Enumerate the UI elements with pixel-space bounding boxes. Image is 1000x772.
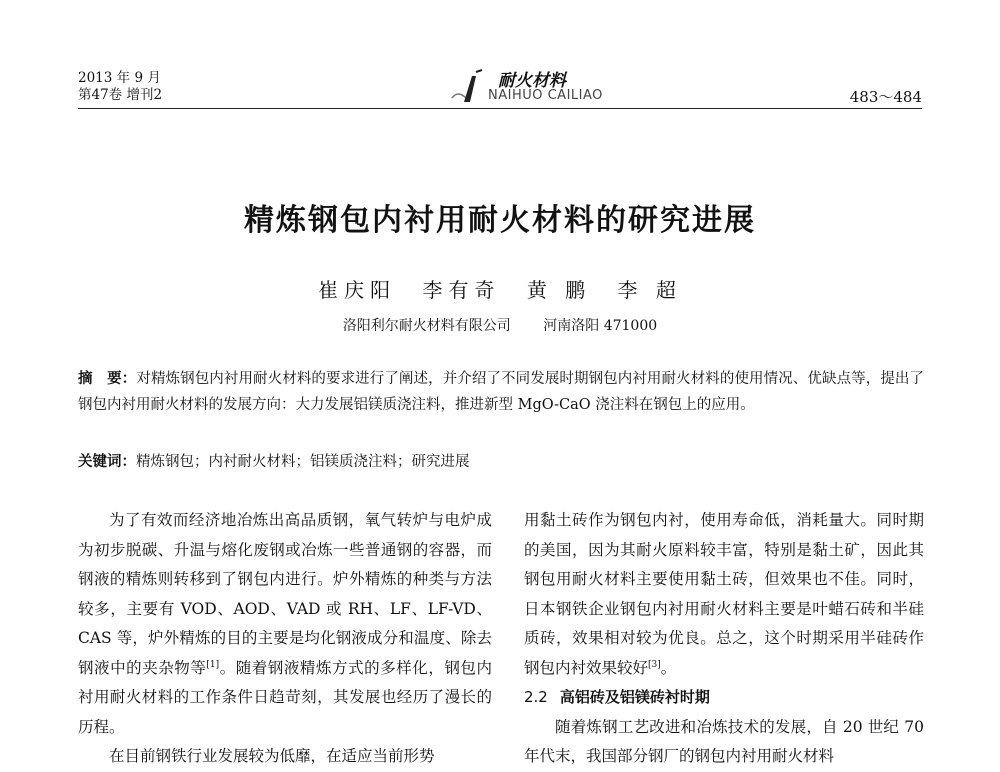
- issue-info: [78, 70, 162, 104]
- paper-title: 精炼钢包内衬用耐火材料的研究进展: [244, 203, 756, 238]
- abstract-label: 摘 要：: [78, 371, 137, 387]
- author: 黄 鹏: [526, 278, 592, 302]
- keywords-label: 关键词：: [78, 454, 136, 470]
- paragraph: 随着炼钢工艺改进和冶炼技术的发展，自 20 世纪 70 年代末，我国部分钢厂的钢包内衬用耐火材料: [524, 717, 924, 765]
- paragraph: [78, 506, 492, 742]
- author: 李有奇: [422, 278, 501, 302]
- issue-volume: 第47卷 增刊2: [78, 87, 163, 103]
- affiliation-location: 河南洛阳 471000: [543, 318, 658, 334]
- affiliation-org: 洛阳利尔耐火材料有限公司: [342, 318, 511, 334]
- abstract-text: 对精炼钢包内衬用耐火材料的要求进行了阐述，并介绍了不同发展时期钢包内衬用耐火材料的使用情况、优缺点等，提出了钢包内衬用耐火材料的发展方向：大力发展铝镁质浇注料，推进新型 MgO-CaO 浇注料在钢包上的应用。: [78, 371, 925, 413]
- paragraph-text: 。随着钢液精炼方式的多样化，钢包内衬用耐火材料的工作条件日趋苛刻，其发展也经历了漫长的历程。: [78, 658, 492, 736]
- paragraph-text: 为了有效而经济地冶炼出高品质钢，氧气转炉与电炉成为初步脱碳、升温与熔化废钢或冶炼一些普通钢的容器，而钢液的精炼则转移到了钢包内进行。炉外精炼的种类与方法较多，主要有 VOD、AOD、VAD 或 RH、LF、LF-VD、CAS 等，炉外精炼的目的主要是均化钢液成分和温度、除去钢液中的夹杂物等: [78, 511, 492, 677]
- citation: [3]: [648, 659, 661, 670]
- body-column-right: [524, 506, 924, 772]
- affiliation: [0, 315, 1000, 335]
- journal-name-cn: 耐火材料: [498, 71, 566, 91]
- author: 李 超: [617, 278, 682, 302]
- issue-date: 2013 年 9 月: [78, 70, 161, 86]
- author: 崔庆阳: [318, 278, 397, 302]
- citation: [1]: [206, 659, 220, 670]
- journal-logo-icon: [448, 68, 490, 108]
- header-rule: [78, 108, 922, 109]
- keywords-text: 精炼钢包；内衬耐火材料；铝镁质浇注料；研究进展: [136, 454, 470, 470]
- paragraph: [524, 506, 924, 683]
- paragraph: 在目前钢铁行业发展较为低靡，在适应当前形势: [109, 747, 435, 765]
- section-title: 高铝砖及铝镁砖衬时期: [559, 688, 710, 706]
- body-column-left: [78, 506, 492, 772]
- page-range: 483～484: [849, 88, 922, 106]
- paragraph-text: 用黏土砖作为钢包内衬，使用寿命低，消耗量大。同时期的美国，因为其耐火原料较丰富，特别是黏土矿，因此其钢包用耐火材料主要使用黏土砖，但效果也不佳。同时，日本钢铁企业钢包内衬用耐火材料主要是叶蜡石砖和半硅质砖，效果相对较为优良。总之，这个时期采用半硅砖作钢包内衬效果较好: [524, 511, 924, 677]
- author-list: [0, 274, 1000, 303]
- abstract: [78, 366, 924, 418]
- paragraph-text: 。: [660, 658, 677, 677]
- section-heading: [524, 683, 924, 713]
- journal-name-en: NAIHUO CAILIAO: [488, 88, 603, 103]
- keywords: [78, 450, 924, 474]
- section-number: 2.2: [524, 688, 548, 706]
